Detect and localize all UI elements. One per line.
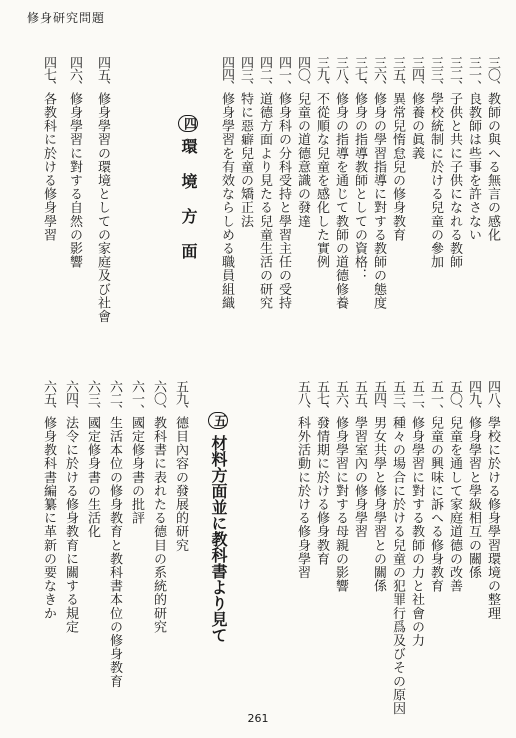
list-item: 五五、學習室內の修身學習 [352, 380, 367, 539]
list-item: 六二、生活本位の修身教育と教科書本位の修身教育 [107, 380, 122, 688]
section-heading-environment: 四環 境 方 面 [179, 117, 198, 259]
section-heading-materials: 五材料方面並に教科書より見て [209, 414, 228, 643]
list-item: 五八、科外活動に於ける修身學習 [295, 380, 310, 580]
list-item: 三五、異常兒惰怠兒の修身教育 [390, 56, 405, 242]
list-item: 六四、法令に於ける修身教育に關する規定 [63, 380, 78, 634]
list-item: 四七、各教科に於ける修身學習 [41, 56, 56, 242]
list-item: 五二、修身學習に對する教師の力と社會の力 [409, 380, 424, 648]
list-item: 三〇、教師の與へる無言の感化 [485, 56, 500, 242]
list-item: 五九、德目內容の發展的研究 [173, 380, 188, 552]
list-item: 五四、男女共學と修身學習との關係 [371, 380, 386, 593]
page-number: 261 [247, 712, 269, 725]
running-header: 修身研究問題 [27, 11, 106, 25]
list-item: 四二、道德方面より見たる兒童生活の研究 [257, 56, 272, 310]
list-item: 四八、學校に於ける修身學習環境の整理 [485, 380, 500, 620]
section-number: 五 [208, 412, 228, 429]
list-item: 四六、修身學習に對する自然の影響 [67, 56, 82, 269]
list-item: 三六、修身の學習指導に對する教師の態度 [371, 56, 386, 310]
list-item: 五一、兒童の興味に訴へる修身教育 [428, 380, 443, 593]
list-item: 五七、發情期に於ける修身教育 [314, 380, 329, 566]
list-item: 三八、修身の指導を通じて教師の道德修養 [333, 56, 348, 310]
list-item: 四九、修身學習と學級相互の關係 [466, 380, 481, 580]
list-item: 三三、學校統制に於ける兒童の參加 [428, 56, 443, 269]
list-item: 四四、修身學習を有效ならしめる職員組織 [219, 56, 234, 310]
list-item: 五六、修身學習に對する母親の影響 [333, 380, 348, 593]
list-item: 五三、種々の場合に於ける兒童の犯罪行爲及びその原因 [390, 380, 405, 716]
list-item: 五〇、兒童を通して家庭道德の改善 [447, 380, 462, 593]
list-item: 三二、子供と共に子供になれる教師 [447, 56, 462, 269]
section-number: 四 [178, 115, 198, 132]
list-item: 三七、修身の指導教師としての資格： [352, 56, 367, 283]
list-item: 三一、良教師は些事を許さない [466, 56, 481, 242]
list-item: 四一、修身科の分科受持と學習主任の受持 [276, 56, 291, 310]
list-item: 四三、特に惡癖兒童の矯正法 [238, 56, 253, 228]
list-item: 三九、不從順な兒童を感化した實例 [314, 56, 329, 269]
list-item: 六一、國定修身書の批評 [129, 380, 144, 525]
list-item: 三四、修養の眞義 [409, 56, 424, 160]
list-item: 六五、修身教科書編纂に革新の要なきか [41, 380, 56, 620]
list-item: 四〇、兒童の道德意識の發達 [295, 56, 310, 228]
list-item: 四五、修身學習の環境としての家庭及び社會 [95, 56, 110, 324]
list-item: 六〇、教科書に表れたる德目の系統的研究 [151, 380, 166, 634]
list-item: 六三、國定修身書の生活化 [85, 380, 100, 539]
